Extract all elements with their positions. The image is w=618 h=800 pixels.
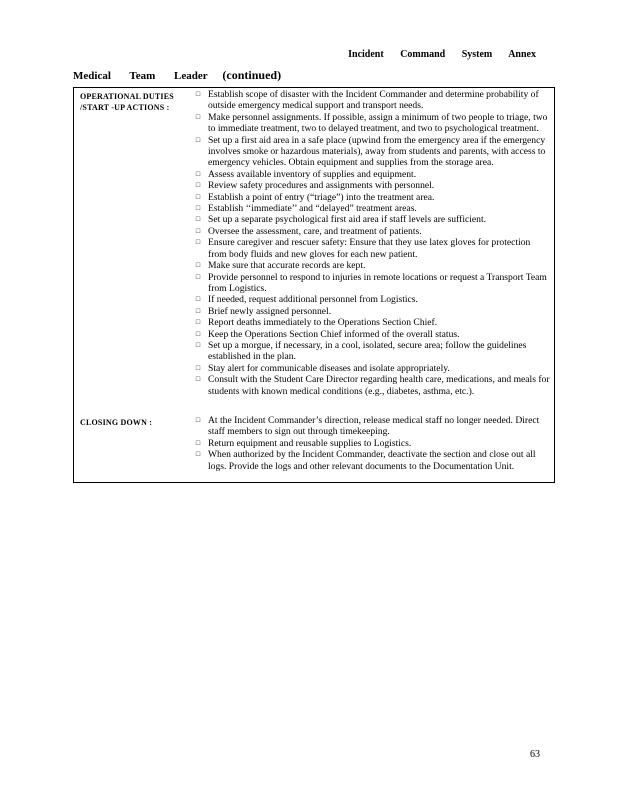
- checkbox-bullet-icon: □: [195, 363, 201, 372]
- checkbox-bullet-icon: □: [195, 415, 201, 424]
- page-title: [73, 68, 281, 83]
- list-item: [180, 112, 550, 135]
- checkbox-bullet-icon: □: [195, 215, 201, 224]
- section-closing-down: [74, 407, 554, 482]
- checkbox-bullet-icon: □: [195, 295, 201, 304]
- duties-table: [73, 87, 555, 483]
- list-item-text: Make sure that accurate records are kept.: [208, 260, 366, 272]
- list-item: [180, 449, 550, 472]
- list-item-text: At the Incident Commander’s direction, release medical staff no longer needed. Direct staff members to sign out through timekeeping.: [208, 414, 540, 438]
- checkbox-bullet-icon: □: [195, 135, 201, 144]
- list-item: [180, 214, 550, 225]
- list-item-text: Establish a point of entry (“triage”) into the treatment area.: [208, 191, 435, 203]
- list-item: [180, 363, 550, 374]
- list-item-text: Make personnel assignments. If possible, assign a minimum of two people to triage, two to immediate treatment, two to delayed treatment, and two to psychological treatment.: [208, 111, 548, 135]
- checkbox-bullet-icon: □: [195, 169, 201, 178]
- checkbox-bullet-icon: □: [195, 90, 201, 98]
- list-item-text: Stay alert for communicable diseases and isolate appropriately.: [208, 362, 450, 374]
- list-item: [180, 272, 550, 295]
- list-item: [180, 237, 550, 260]
- list-item: [180, 89, 550, 112]
- list-item-text: When authorized by the Incident Commander, deactivate the section and close out all logs. Provide the logs and other relevant documents to the Documentation Unit.: [208, 449, 536, 472]
- list-item: [180, 374, 550, 397]
- list-item: [180, 329, 550, 340]
- list-item-text: Review safety procedures and assignments with personnel.: [208, 180, 435, 192]
- continued-label: (continued): [222, 68, 282, 82]
- list-item: [180, 135, 550, 169]
- list-item-text: Provide personnel to respond to injuries in remote locations or request a Transport Team from Logistics.: [208, 271, 547, 294]
- list-item-text: Establish scope of disaster with the Incident Commander and determine probability of outside emergency medical support and transport needs.: [208, 89, 539, 112]
- list-item-text: Ensure caregiver and rescuer safety: Ensure that they use latex gloves for protection from body fluids and new gloves for each new patient.: [208, 237, 531, 260]
- checkbox-bullet-icon: □: [195, 318, 201, 327]
- list-item: [180, 340, 550, 363]
- list-item-text: Oversee the assessment, care, and treatment of patients.: [208, 225, 422, 237]
- checkbox-bullet-icon: □: [195, 204, 201, 213]
- checkbox-bullet-icon: □: [195, 375, 201, 384]
- list-item-text: Keep the Operations Section Chief informed of the overall status.: [208, 328, 460, 340]
- list-item: [180, 260, 550, 271]
- list-item-text: Brief newly assigned personnel.: [208, 305, 332, 317]
- checkbox-bullet-icon: □: [195, 192, 201, 201]
- list-item-text: Return equipment and reusable supplies to Logistics.: [208, 437, 412, 449]
- checkbox-bullet-icon: □: [195, 306, 201, 315]
- duty-list: [180, 414, 554, 472]
- list-item-text: Consult with the Student Care Director regarding health care, medications, and meals for students with known medical conditions (e.g., diabetes, asthma, etc.).: [208, 374, 550, 397]
- list-item: [180, 192, 550, 203]
- section-label: CLOSING DOWN :: [80, 417, 153, 427]
- list-item: [180, 306, 550, 317]
- checkbox-bullet-icon: □: [195, 181, 201, 190]
- list-item-text: Report deaths immediately to the Operations Section Chief.: [208, 317, 438, 329]
- list-item: [180, 180, 550, 191]
- checkbox-bullet-icon: □: [195, 340, 201, 349]
- list-item: [180, 169, 550, 180]
- checkbox-bullet-icon: □: [195, 226, 201, 235]
- list-item-text: Assess available inventory of supplies and equipment.: [208, 168, 417, 180]
- checkbox-bullet-icon: □: [195, 261, 201, 270]
- page-number: 63: [530, 749, 540, 760]
- list-item: [180, 294, 550, 305]
- checkbox-bullet-icon: □: [195, 329, 201, 338]
- list-item-text: If needed, request additional personnel from Logistics.: [208, 294, 418, 306]
- list-item-text: Establish ‘‘immediate’’ and “delayed” treatment areas.: [208, 203, 417, 215]
- list-item: [180, 415, 550, 438]
- list-item: [180, 226, 550, 237]
- checkbox-bullet-icon: □: [195, 438, 201, 447]
- role-title: Medical Team Leader: [73, 70, 208, 82]
- checkbox-bullet-icon: □: [195, 272, 201, 281]
- list-item: [180, 203, 550, 214]
- list-item-text: Set up a separate psychological first aid area if staff levels are sufficient.: [208, 214, 487, 226]
- list-item: [180, 317, 550, 328]
- list-item-text: Set up a morgue, if necessary, in a cool, isolated, secure area; follow the guidelines established in the plan.: [208, 339, 527, 363]
- list-item-text: Set up a first aid area in a safe place (upwind from the emergency area if the emergency involves smoke or hazardous materials), away from students and parents, with access to emergency vehicles. Obtain equipment and supplies from the storage area.: [208, 134, 546, 169]
- checkbox-bullet-icon: □: [195, 112, 201, 121]
- list-item: [180, 438, 550, 449]
- checkbox-bullet-icon: □: [195, 450, 201, 459]
- duty-list: [180, 88, 554, 407]
- section-label: OPERATIONAL DUTIES /START -UP ACTIONS :: [80, 92, 174, 112]
- section-operational-duties: [74, 88, 554, 407]
- page-header: Incident Command System Annex: [348, 49, 536, 60]
- checkbox-bullet-icon: □: [195, 238, 201, 247]
